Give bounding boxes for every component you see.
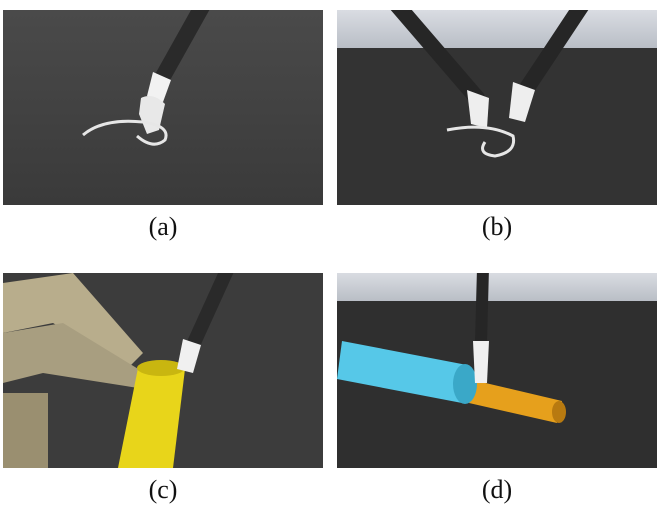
caption-a: (a)	[148, 212, 178, 241]
instrument-shaft	[481, 273, 483, 343]
caption-d: (d)	[481, 475, 513, 504]
caption-c: (c)	[148, 475, 178, 504]
background-horizon	[337, 273, 657, 301]
pliers-base	[3, 393, 48, 468]
caption-b: (b)	[481, 212, 513, 241]
panel-b-image	[337, 10, 657, 205]
blue-tube-opening	[453, 364, 477, 404]
panel-d-image	[337, 273, 657, 468]
background-horizon	[337, 10, 657, 48]
panel-c-image	[3, 273, 323, 468]
orange-tube-opening	[552, 401, 566, 423]
gripper-jaws	[473, 341, 489, 383]
panel-a-image	[3, 10, 323, 205]
